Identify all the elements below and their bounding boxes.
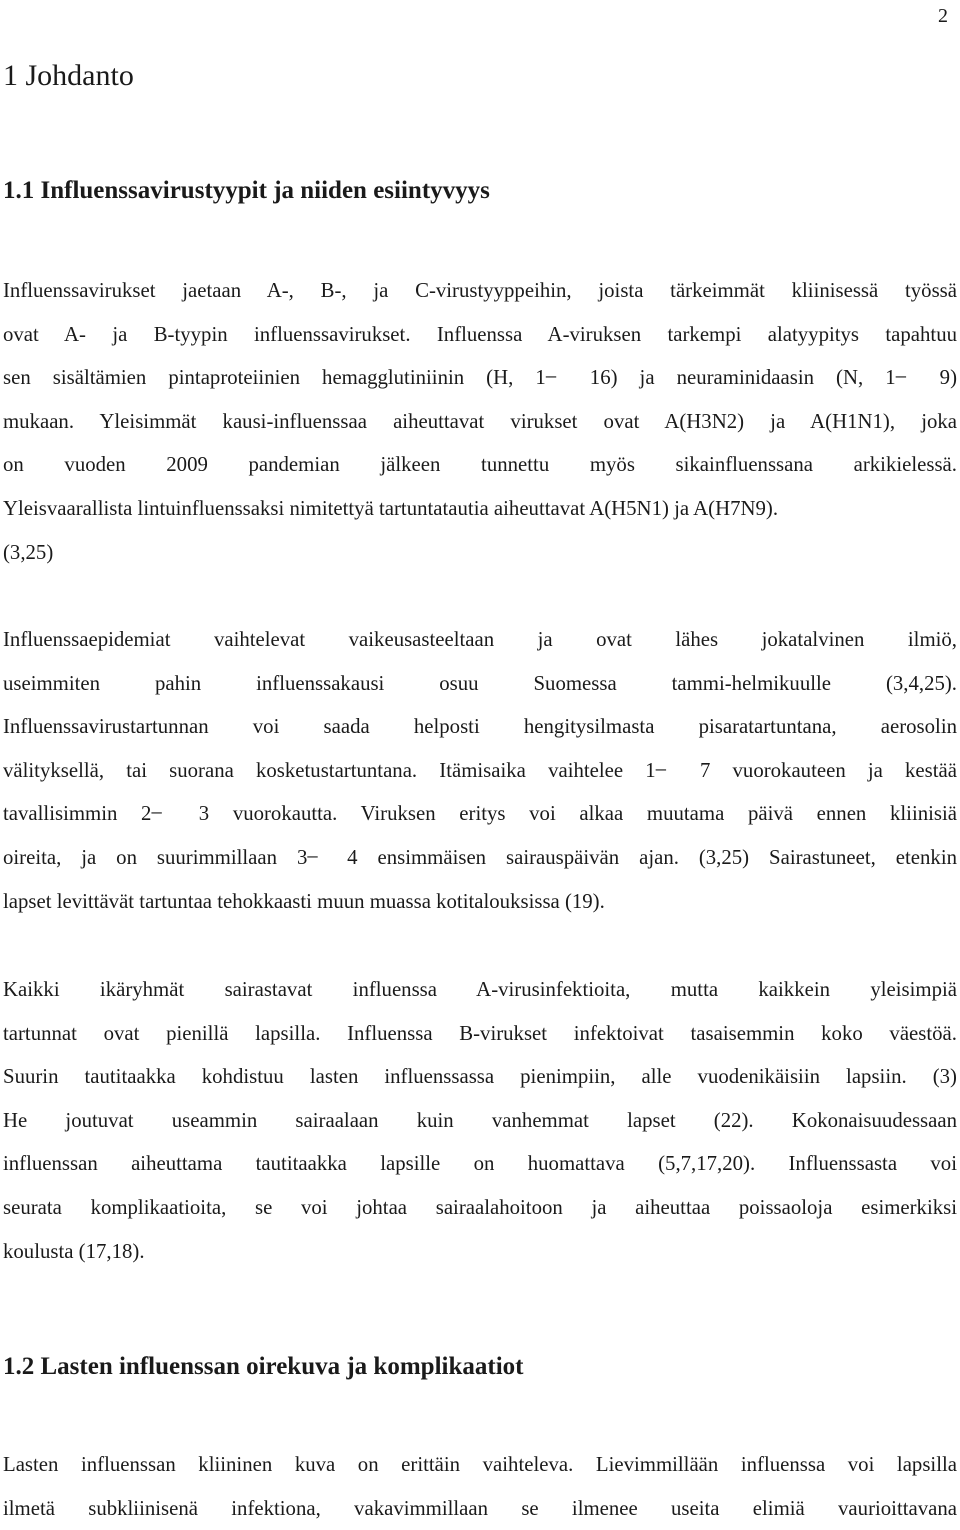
text-line: Kaikki ikäryhmät sairastavat influenssa A-virusinfektioita, mutta kaikkein yleisimpiä <box>3 978 957 1001</box>
text-line: koulusta (17,18). <box>3 1239 145 1263</box>
chapter-heading: 1 Johdanto <box>3 59 134 92</box>
page-number: 2 <box>938 5 948 27</box>
text-line: mukaan. Yleisimmät kausi-influenssaa aiheuttavat virukset ovat A(H3N2) ja A(H1N1), joka <box>3 409 957 433</box>
text-line: välityksellä, tai suorana kosketustartuntana. Itämisaika vaihtelee 1 ̶ 7 vuorokauteen ja kestää <box>3 758 957 782</box>
text-line: seurata komplikaatioita, se voi johtaa sairaalahoitoon ja aiheuttaa poissaoloja esimerkiksi <box>3 1195 957 1219</box>
text-line: tartunnat ovat pienillä lapsilla. Influenssa B-virukset infektoivat tasaisemmin koko väestöä. <box>3 1021 957 1045</box>
paragraph-1 <box>3 269 957 574</box>
text-line: ilmetä subkliinisenä infektiona, vakavimmillaan se ilmenee useita elimiä vaurioittavana <box>3 1496 957 1520</box>
text-line: Influenssaepidemiat vaihtelevat vaikeusasteeltaan ja ovat lähes jokatalvinen ilmiö, <box>3 628 957 651</box>
text-line: Lasten influenssan kliininen kuva on erittäin vaihteleva. Lievimmillään influenssa voi lapsilla <box>3 1453 957 1476</box>
text-line: Yleisvaarallista lintuinfluenssaksi nimitettyä tartuntatautia aiheuttavat A(H5N1) ja A(H7N9). <box>3 496 779 520</box>
text-line: useimmiten pahin influenssakausi osuu Suomessa tammi-helmikuulle (3,4,25). <box>3 671 957 695</box>
text-line: Influenssavirustartunnan voi saada helposti hengitysilmasta pisaratartuntana, aerosolin <box>3 715 957 739</box>
section-heading-1-1: 1.1 Influenssavirustyypit ja niiden esiintyvyys <box>3 177 490 204</box>
text-line: Influenssavirukset jaetaan A-, B-, ja C-virustyyppeihin, joista tärkeimmät kliinisessä työssä <box>3 279 957 302</box>
text-line: Suurin tautitaakka kohdistuu lasten influenssassa pienimpiin, alle vuodenikäisiin lapsiin. (3) <box>3 1065 957 1089</box>
text-line: oireita, ja on suurimmillaan 3 ̶ 4 ensimmäisen sairauspäivän ajan. (3,25) Sairastuneet, etenkin <box>3 845 957 869</box>
text-line: lapset levittävät tartuntaa tehokkaasti muun muassa kotitalouksissa (19). <box>3 889 605 913</box>
text-line: tavallisimmin 2 ̶ 3 vuorokautta. Viruksen eritys voi alkaa muutama päivä ennen kliinisiä <box>3 802 957 826</box>
text-line: ovat A- ja B-tyypin influenssavirukset. Influenssa A-viruksen tarkempi alatyypitys tapahtuu <box>3 322 957 346</box>
paragraph-3 <box>3 968 957 1273</box>
paragraph-4 <box>3 1443 957 1530</box>
paragraph-2 <box>3 618 957 923</box>
text-line: (3,25) <box>3 540 54 564</box>
section-heading-1-2: 1.2 Lasten influenssan oirekuva ja komplikaatiot <box>3 1353 524 1380</box>
text-line: sen sisältämien pintaproteiinien hemagglutiniinin (H, 1 ̶ 16) ja neuraminidaasin (N, 1 ̶ 9) <box>3 366 957 390</box>
text-line: influenssan aiheuttama tautitaakka lapsille on huomattava (5,7,17,20). Influenssasta voi <box>3 1152 957 1176</box>
text-line: on vuoden 2009 pandemian jälkeen tunnettu myös sikainfluenssana arkikielessä. <box>3 453 957 477</box>
text-line: He joutuvat useammin sairaalaan kuin vanhemmat lapset (22). Kokonaisuudessaan <box>3 1108 957 1132</box>
